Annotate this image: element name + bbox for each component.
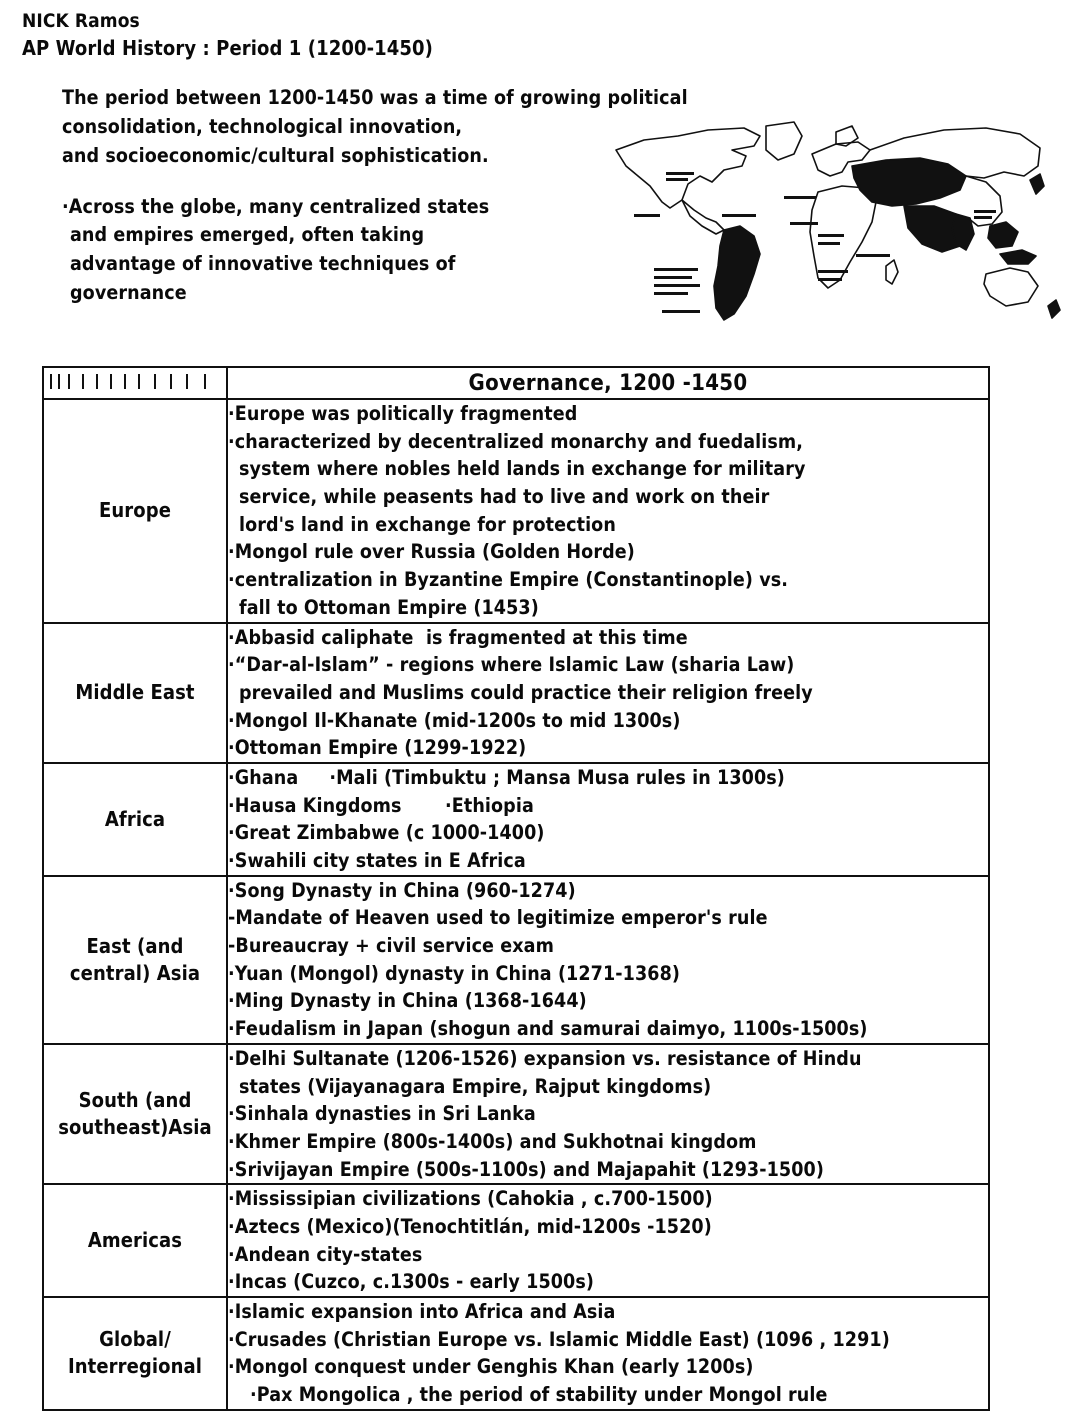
region-label-line: Interregional: [67, 1354, 203, 1379]
note-bullet: ·Islamic expansion into Africa and Asia: [228, 1300, 616, 1323]
note-bullet: ·centralization in Byzantine Empire (Constantinople) vs.: [228, 568, 789, 592]
note-bullet: ·Srivijayan Empire (500s-1100s) and Majapahit (1293-1500): [228, 1157, 824, 1181]
intro-paragraph-2: [62, 193, 662, 308]
note-bullet: ·Andean city-states: [228, 1242, 423, 1266]
note-bullet: ·Incas (Cuzco, c.1300s - early 1500s): [228, 1270, 595, 1294]
region-label-global-interregional: [43, 1297, 227, 1410]
note-bullet: ·Sinhala dynasties in Sri Lanka: [228, 1102, 536, 1126]
intro-line-2-4: governance: [70, 281, 187, 305]
intro-line-1-1: The period between 1200-1450 was a time of growing political: [62, 86, 688, 109]
table-body: [43, 399, 989, 1410]
note-bullet: ·Aztecs (Mexico)(Tenochtitlán, mid-1200s -1520): [228, 1214, 712, 1238]
region-notes-cell: [227, 1297, 989, 1410]
region-label-americas: [43, 1184, 227, 1297]
note-bullet: ·Europe was politically fragmented: [228, 402, 578, 425]
note-bullet: ·Song Dynasty in China (960-1274): [228, 878, 576, 902]
note-bullet-continuation: prevailed and Muslims could practice their religion freely: [239, 680, 813, 704]
table-row: [43, 876, 989, 1044]
region-label-line: southeast)Asia: [58, 1115, 212, 1140]
region-label-east-and-central-asia: [43, 876, 227, 1044]
note-bullet: ·Abbasid caliphate is fragmented at this time: [228, 625, 688, 649]
note-bullet-continuation: states (Vijayanagara Empire, Rajput kingdoms): [239, 1074, 712, 1098]
note-bullet: ·Great Zimbabwe (c 1000-1400): [228, 821, 545, 845]
region-label-line: Europe: [98, 498, 172, 523]
region-label-line: Middle East: [75, 680, 195, 705]
table-title: Governance, 1200 -1450: [227, 367, 989, 399]
note-bullet: ·Feudalism in Japan (shogun and samurai daimyo, 1100s-1500s): [228, 1017, 868, 1041]
intro-line-2-2: and empires emerged, often taking: [70, 223, 425, 247]
table-row: [43, 763, 989, 876]
world-map-illustration: [604, 114, 1064, 329]
note-bullet: ·Mississipian civilizations (Cahokia , c.700-1500): [228, 1187, 713, 1211]
note-bullet: ·Mongol Il-Khanate (mid-1200s to mid 1300s): [228, 708, 681, 732]
region-label-europe: [43, 399, 227, 623]
region-notes-cell: [227, 623, 989, 763]
table-row: [43, 1297, 989, 1410]
note-bullet: ·Mongol rule over Russia (Golden Horde): [228, 540, 635, 564]
region-notes-cell: [227, 399, 989, 623]
table-row: [43, 1184, 989, 1297]
region-notes-cell: [227, 1044, 989, 1184]
world-map-icon: [604, 114, 1064, 329]
table-header-row: [43, 367, 989, 399]
note-bullet: ·Mongol conquest under Genghis Khan (early 1200s): [228, 1355, 754, 1379]
region-notes-cell: [227, 1184, 989, 1297]
note-bullet-continuation: ·Pax Mongolica , the period of stability under Mongol rule: [250, 1383, 828, 1407]
table-row: [43, 623, 989, 763]
scan-artifact-marks: [44, 370, 226, 396]
region-label-line: South (and: [78, 1088, 192, 1113]
intro-line-2-3: advantage of innovative techniques of: [70, 252, 456, 276]
governance-table: [42, 366, 990, 1411]
note-bullet-continuation: service, while peasents had to live and work on their: [239, 485, 770, 509]
note-bullet-continuation: fall to Ottoman Empire (1453): [239, 595, 539, 619]
note-bullet: ·Ming Dynasty in China (1368-1644): [228, 989, 587, 1013]
note-bullet: ·Ottoman Empire (1299-1922): [228, 736, 527, 760]
note-bullet: ·characterized by decentralized monarchy and fuedalism,: [228, 429, 804, 453]
note-bullet: ·Hausa Kingdoms ·Ethiopia: [228, 793, 534, 817]
note-bullet: -Bureaucray + civil service exam: [228, 934, 554, 958]
region-label-africa: [43, 763, 227, 876]
note-bullet-continuation: system where nobles held lands in exchange for military: [239, 457, 806, 481]
note-bullet: ·Delhi Sultanate (1206-1526) expansion vs. resistance of Hindu: [228, 1046, 862, 1070]
intro-paragraph-1: [62, 84, 688, 171]
region-label-line: Americas: [87, 1228, 183, 1253]
note-bullet: -Mandate of Heaven used to legitimize emperor's rule: [228, 906, 768, 930]
note-bullet: ·“Dar-al-Islam” - regions where Islamic Law (sharia Law): [228, 653, 795, 677]
region-label-middle-east: [43, 623, 227, 763]
course-title: AP World History : Period 1 (1200-1450): [22, 36, 433, 61]
note-bullet: ·Swahili city states in E Africa: [228, 849, 526, 872]
region-label-line: Global/: [99, 1327, 171, 1352]
region-label-line: East (and: [86, 933, 184, 958]
region-label-line: central) Asia: [69, 960, 201, 985]
intro-line-1-3: and socioeconomic/cultural sophistication.: [62, 143, 489, 167]
table-head: [43, 367, 989, 399]
region-notes-cell: [227, 763, 989, 876]
intro-line-1-2: consolidation, technological innovation,: [62, 114, 463, 138]
region-notes-cell: [227, 876, 989, 1044]
intro-line-2-1: ·Across the globe, many centralized states: [62, 194, 490, 218]
region-label-line: Africa: [104, 806, 166, 831]
student-header: [22, 8, 433, 63]
note-bullet-continuation: lord's land in exchange for protection: [239, 512, 616, 536]
header-corner-cell: [43, 367, 227, 399]
intro-notes: [62, 84, 688, 308]
note-bullet: ·Crusades (Christian Europe vs. Islamic Middle East) (1096 , 1291): [228, 1327, 890, 1351]
student-name: NICK Ramos: [22, 10, 140, 32]
table-row: [43, 399, 989, 623]
region-label-south-and-southeast-asia: [43, 1044, 227, 1184]
note-bullet: ·Ghana ·Mali (Timbuktu ; Mansa Musa rules in 1300s): [228, 765, 785, 789]
note-bullet: ·Yuan (Mongol) dynasty in China (1271-1368): [228, 961, 681, 985]
table-row: [43, 1044, 989, 1184]
note-bullet: ·Khmer Empire (800s-1400s) and Sukhotnai kingdom: [228, 1129, 757, 1153]
